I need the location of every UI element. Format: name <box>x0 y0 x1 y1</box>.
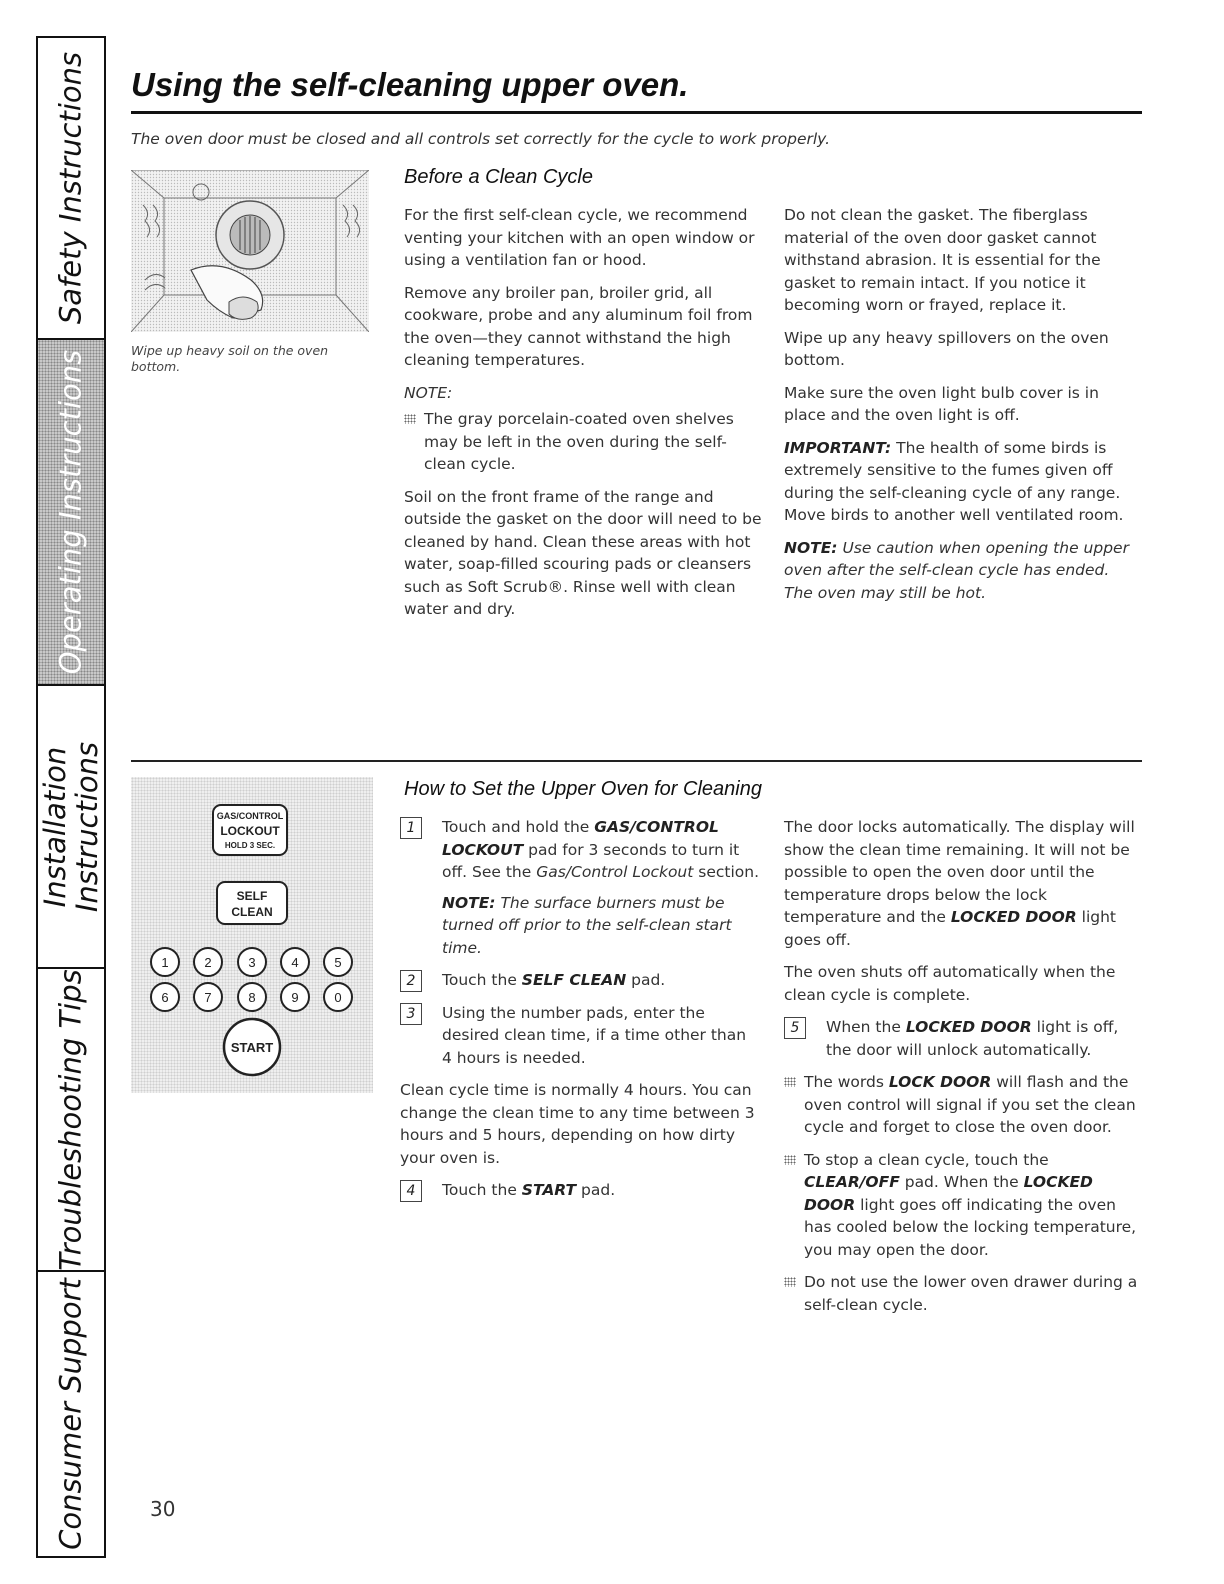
step-2 <box>400 969 760 992</box>
keyword: SELF CLEAN <box>521 971 627 989</box>
paragraph: For the first self-clean cycle, we recommend venting your kitchen with an open window or using a ventilation fan or hood. <box>404 206 755 269</box>
digit-pad-label: 9 <box>291 990 299 1005</box>
keyword: START <box>521 1181 577 1199</box>
self-clean-pad <box>217 882 287 924</box>
section-heading-how-to-clean: How to Set the Upper Oven for Cleaning <box>404 778 762 800</box>
bullet-text: To stop a clean cycle, touch the <box>804 1150 1049 1169</box>
note-text: The surface burners must be turned off prior to the self-clean start time. <box>442 893 732 957</box>
side-tab-navigation <box>36 36 106 1558</box>
note-text: Use caution when opening the upper oven after the self-clean cycle has ended. The oven may still be hot. <box>784 538 1129 602</box>
important-paragraph <box>784 437 1140 527</box>
self-clean-label-2: CLEAN <box>231 905 273 919</box>
step-text: pad. <box>576 1181 616 1199</box>
bullet-item <box>784 1271 1142 1316</box>
bullet-item <box>784 1071 1142 1139</box>
section-divider <box>131 760 1142 762</box>
step-number: 2 <box>400 970 422 992</box>
note-label: NOTE: <box>404 383 453 402</box>
page-title: Using the self-cleaning upper oven. <box>131 66 689 103</box>
tab-consumer-support[interactable] <box>38 1272 104 1556</box>
bullet-icon <box>784 1277 796 1287</box>
page-number: 30 <box>150 1497 176 1521</box>
step-note <box>442 892 760 960</box>
bullet-text: light goes off indicating the oven has cooled below the locking temperature, you may open the door. <box>804 1195 1137 1259</box>
digit-pad-label: 8 <box>248 990 256 1005</box>
before-clean-right-column <box>784 204 1140 614</box>
digit-pad-label: 1 <box>161 955 169 970</box>
step-text: Touch the <box>442 971 522 989</box>
tab-label: Installation Instructions <box>38 741 104 912</box>
step-text: When the <box>826 1018 906 1036</box>
number-pads <box>151 948 352 1011</box>
paragraph: The oven shuts off automatically when the clean cycle is complete. <box>784 963 1116 1004</box>
bullet-icon <box>404 414 416 424</box>
step-text: Touch and hold the <box>442 818 595 836</box>
step-number: 3 <box>400 1003 422 1025</box>
paragraph: Wipe up any heavy spillovers on the oven bottom. <box>784 328 1109 369</box>
note-label: NOTE: <box>784 538 838 557</box>
keyword: LOCKED DOOR <box>804 1173 1093 1214</box>
image-caption: Wipe up heavy soil on the oven bottom. <box>131 343 329 374</box>
step-number: 5 <box>784 1017 806 1039</box>
step-5 <box>784 1016 1142 1061</box>
bullet-text: Do not use the lower oven drawer during a self-clean cycle. <box>804 1273 1138 1314</box>
digit-pad-label: 0 <box>334 990 342 1005</box>
step-1 <box>400 816 760 959</box>
lockout-label-2: LOCKOUT <box>220 824 280 838</box>
paragraph-text: The door locks automatically. The display will show the clean time remaining. It will not be possible to open the oven door until the temperature drops below the lock temperature and the <box>784 818 1135 926</box>
tab-label: Consumer Support <box>53 1278 88 1550</box>
before-clean-left-column <box>404 204 766 631</box>
paragraph: Remove any broiler pan, broiler grid, all cookware, probe and any aluminum foil from the oven—they cannot withstand the high cleaning temperatures. <box>404 283 753 369</box>
keyword: LOCK DOOR <box>888 1073 992 1091</box>
section-reference: Gas/Control Lockout <box>536 863 694 881</box>
tab-installation-instructions[interactable] <box>38 686 104 969</box>
paragraph: Do not clean the gasket. The fiberglass material of the oven door gasket cannot withstand abrasion. It is essential for the gasket to remain intact. If you notice it becoming worn or frayed, replace it. <box>784 206 1101 314</box>
start-pad <box>224 1019 280 1075</box>
lockout-label-3: HOLD 3 SEC. <box>224 841 276 850</box>
bullet-text: will flash and the oven control will signal if you set the clean cycle and forget to close the oven door. <box>804 1073 1136 1136</box>
title-divider <box>131 111 1142 114</box>
important-text: The health of some birds is extremely sensitive to the fumes given off during the self-cleaning cycle of any range. Move birds to another well ventilated room. <box>784 438 1124 524</box>
bullet-item <box>404 408 766 476</box>
step-number: 1 <box>400 817 422 839</box>
paragraph: Clean cycle time is normally 4 hours. You can change the clean time to any time between 3 hours and 5 hours, depending on how dirty your oven is. <box>400 1081 755 1167</box>
section-heading-before-clean: Before a Clean Cycle <box>404 166 593 188</box>
how-to-left-column <box>400 816 760 1212</box>
bullet-text: pad. When the <box>899 1173 1024 1191</box>
bullet-icon <box>784 1077 796 1087</box>
control-keypad-illustration <box>131 777 373 1093</box>
step-4 <box>400 1179 760 1202</box>
step-number: 4 <box>400 1180 422 1202</box>
keyword: GAS/CONTROL LOCKOUT <box>442 818 719 859</box>
paragraph-text: light goes off. <box>784 908 1116 949</box>
digit-pad-label: 4 <box>291 955 299 970</box>
important-label: IMPORTANT: <box>784 438 892 457</box>
keyword: CLEAR/OFF <box>804 1173 900 1191</box>
digit-pad-label: 7 <box>204 990 212 1005</box>
step-text: section. <box>693 863 760 881</box>
paragraph: Soil on the front frame of the range and outside the gasket on the door will need to be cleaned by hand. Clean these areas with hot water, soap-filled scouring pads or cleansers such as Soft Scrub®. Rinse well with clean water and dry. <box>404 487 762 618</box>
tab-operating-instructions[interactable] <box>38 340 104 686</box>
step-text: pad. <box>626 971 666 989</box>
paragraph: Make sure the oven light bulb cover is in place and the oven light is off. <box>784 383 1099 424</box>
oven-interior-illustration <box>131 170 369 332</box>
digit-pad-label: 6 <box>161 990 169 1005</box>
how-to-right-column <box>784 816 1142 1326</box>
bullet-text: The gray porcelain-coated oven shelves may be left in the oven during the self-clean cycle. <box>424 410 734 473</box>
tab-label: Troubleshooting Tips <box>53 969 88 1271</box>
page-subtitle: The oven door must be closed and all controls set correctly for the cycle to work properly. <box>131 130 831 148</box>
step-3 <box>400 1002 760 1070</box>
keyword: LOCKED DOOR <box>905 1018 1032 1036</box>
lockout-pad <box>213 805 287 855</box>
note-paragraph <box>784 537 1140 605</box>
self-clean-label-1: SELF <box>236 889 268 903</box>
paragraph <box>784 816 1142 951</box>
digit-pad-label: 3 <box>248 955 256 970</box>
tab-safety-instructions[interactable] <box>38 38 104 340</box>
bullet-item <box>784 1149 1142 1262</box>
bullet-text: The words <box>804 1073 889 1091</box>
step-text: light is off, the door will unlock automatically. <box>826 1018 1119 1059</box>
digit-pad-label: 5 <box>334 955 342 970</box>
note-label: NOTE: <box>442 893 496 912</box>
keyword: LOCKED DOOR <box>950 908 1077 926</box>
lockout-label-1: GAS/CONTROL <box>216 811 284 821</box>
tab-troubleshooting-tips[interactable] <box>38 969 104 1272</box>
tab-label: Safety Instructions <box>53 51 88 325</box>
bullet-icon <box>784 1155 796 1165</box>
step-text: Touch the <box>442 1181 522 1199</box>
step-text: pad for 3 seconds to turn it off. See the <box>442 840 740 881</box>
step-text: Using the number pads, enter the desired clean time, if a time other than 4 hours is needed. <box>442 1003 747 1067</box>
digit-pad-label: 2 <box>204 955 212 970</box>
tab-label: Operating Instructions <box>53 349 88 675</box>
start-pad-label: START <box>230 1040 274 1055</box>
